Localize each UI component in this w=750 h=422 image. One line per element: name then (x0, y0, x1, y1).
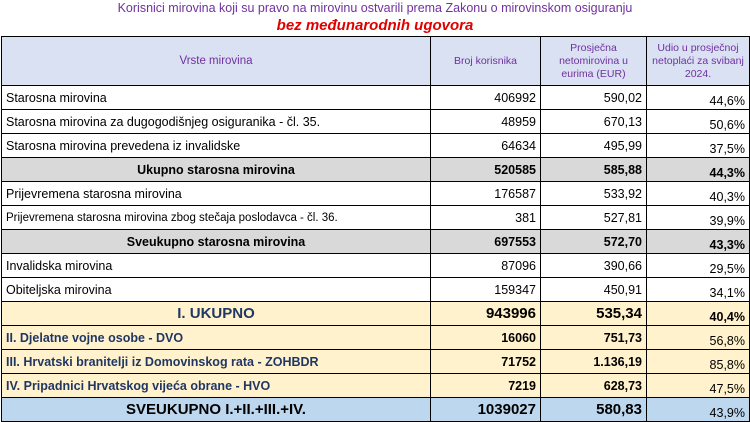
row-average: 450,91 (541, 278, 647, 302)
row-average: 751,73 (541, 326, 647, 350)
row-count: 520585 (431, 158, 541, 182)
row-average: 535,34 (541, 302, 647, 326)
subtotal-row (2, 158, 750, 182)
row-share: 34,1% (647, 278, 750, 302)
grand-total-row (2, 398, 750, 422)
header-average: Prosječna netomirovina u eurima (EUR) (541, 37, 647, 86)
row-count: 7219 (431, 374, 541, 398)
row-name: Prijevremena starosna mirovina zbog stečaja poslodavca - čl. 36. (2, 206, 431, 230)
row-average: 495,99 (541, 134, 647, 158)
row-average: 580,83 (541, 398, 647, 422)
row-share: 37,5% (647, 134, 750, 158)
row-count: 943996 (431, 302, 541, 326)
row-name: Ukupno starosna mirovina (2, 158, 431, 182)
header-count: Broj korisnika (431, 37, 541, 86)
row-share: 40,3% (647, 182, 750, 206)
row-share: 43,9% (647, 398, 750, 422)
header-type: Vrste mirovina (2, 37, 431, 86)
row-average: 533,92 (541, 182, 647, 206)
row-share: 39,9% (647, 206, 750, 230)
row-name: Starosna mirovina (2, 86, 431, 110)
row-name: II. Djelatne vojne osobe - DVO (2, 326, 431, 350)
row-average: 527,81 (541, 206, 647, 230)
table-row (2, 134, 750, 158)
row-count: 406992 (431, 86, 541, 110)
subtotal-row (2, 230, 750, 254)
row-name: III. Hrvatski branitelji iz Domovinskog rata - ZOHBDR (2, 350, 431, 374)
header-share: Udio u prosječnoj netoplaći za svibanj 2024. (647, 37, 750, 86)
row-share: 29,5% (647, 254, 750, 278)
row-share: 56,8% (647, 326, 750, 350)
header-row (2, 37, 750, 86)
row-average: 628,73 (541, 374, 647, 398)
row-share: 47,5% (647, 374, 750, 398)
table-subtitle: bez međunarodnih ugovora (276, 17, 474, 34)
group-row (2, 326, 750, 350)
row-count: 87096 (431, 254, 541, 278)
row-share: 40,4% (647, 302, 750, 326)
row-count: 176587 (431, 182, 541, 206)
table-row (2, 254, 750, 278)
table-row (2, 278, 750, 302)
row-name: I. UKUPNO (2, 302, 431, 326)
row-share: 85,8% (647, 350, 750, 374)
row-share: 43,3% (647, 230, 750, 254)
row-share: 44,6% (647, 86, 750, 110)
row-count: 16060 (431, 326, 541, 350)
group-row (2, 350, 750, 374)
group-total-row (2, 302, 750, 326)
row-share: 50,6% (647, 110, 750, 134)
row-average: 585,88 (541, 158, 647, 182)
table-title: Korisnici mirovina koji su pravo na mirovinu ostvarili prema Zakonu o mirovinskom osiguranju (117, 1, 633, 15)
row-count: 697553 (431, 230, 541, 254)
row-name: Invalidska mirovina (2, 254, 431, 278)
pension-table (1, 36, 750, 422)
table-row (2, 86, 750, 110)
row-count: 159347 (431, 278, 541, 302)
row-name: Starosna mirovina prevedena iz invalidske (2, 134, 431, 158)
row-count: 71752 (431, 350, 541, 374)
row-name: Obiteljska mirovina (2, 278, 431, 302)
table-row (2, 110, 750, 134)
row-average: 572,70 (541, 230, 647, 254)
row-name: Prijevremena starosna mirovina (2, 182, 431, 206)
table-row (2, 182, 750, 206)
row-average: 390,66 (541, 254, 647, 278)
table-row (2, 206, 750, 230)
row-count: 64634 (431, 134, 541, 158)
row-name: Sveukupno starosna mirovina (2, 230, 431, 254)
row-count: 381 (431, 206, 541, 230)
row-name: Starosna mirovina za dugogodišnjeg osiguranika - čl. 35. (2, 110, 431, 134)
row-name: SVEUKUPNO I.+II.+III.+IV. (2, 398, 431, 422)
group-row (2, 374, 750, 398)
row-average: 670,13 (541, 110, 647, 134)
row-count: 48959 (431, 110, 541, 134)
row-name: IV. Pripadnici Hrvatskog vijeća obrane - HVO (2, 374, 431, 398)
row-average: 1.136,19 (541, 350, 647, 374)
row-average: 590,02 (541, 86, 647, 110)
row-share: 44,3% (647, 158, 750, 182)
row-count: 1039027 (431, 398, 541, 422)
